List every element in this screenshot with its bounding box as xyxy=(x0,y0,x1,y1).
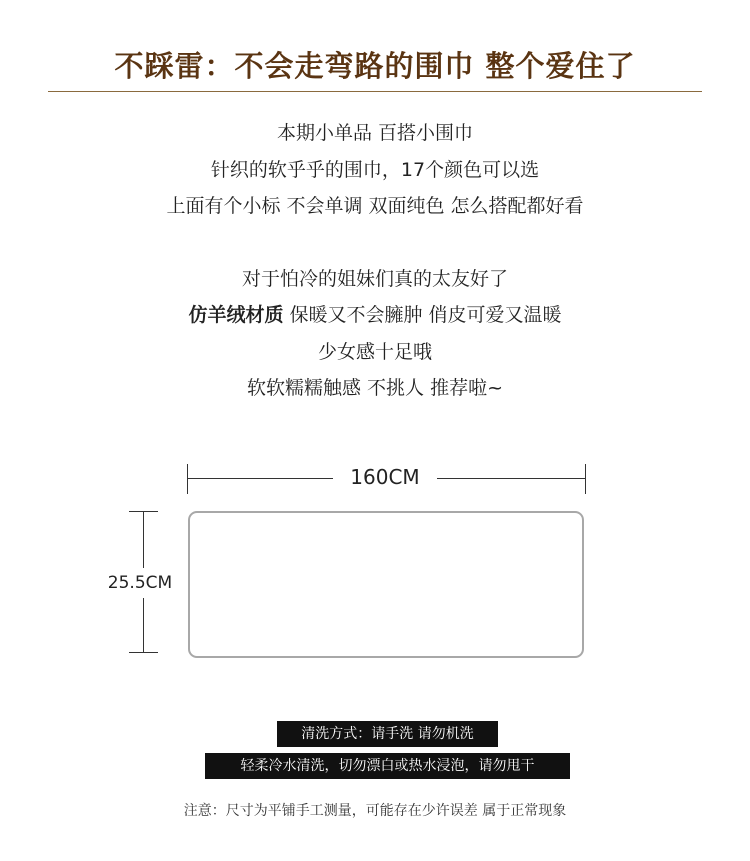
length-label: 160CM xyxy=(333,463,437,491)
width-label: 25.5CM xyxy=(98,568,182,598)
page-title: 不踩雷：不会走弯路的围巾 整个爱住了 xyxy=(114,49,636,83)
length-right-tick xyxy=(585,464,586,494)
width-bottom-tick xyxy=(129,652,158,653)
care-method-badge: 清洗方式：请手洗 请勿机洗 xyxy=(277,721,498,747)
material-highlight: 仿羊绒材质 xyxy=(188,304,284,326)
length-left-tick xyxy=(187,464,188,494)
desc-line-3: 少女感十足哦 xyxy=(317,341,432,363)
intro-line-3: 上面有个小标 不会单调 双面纯色 怎么搭配都好看 xyxy=(166,195,584,217)
intro-line-1: 本期小单品 百搭小围巾 xyxy=(276,122,474,144)
scarf-outline xyxy=(188,511,584,658)
desc-line-2-rest: 保暖又不会臃肿 俏皮可爱又温暖 xyxy=(283,304,562,326)
title-divider xyxy=(48,91,702,92)
desc-line-1: 对于怕冷的姐妹们真的太友好了 xyxy=(241,268,508,290)
desc-line-2 xyxy=(0,300,750,327)
desc-line-4: 软软糯糯触感 不挑人 推荐啦~ xyxy=(247,377,503,399)
intro-line-2: 针织的软乎乎的围巾，17个颜色可以选 xyxy=(210,159,540,181)
measurement-note: 注意：尺寸为平铺手工测量，可能存在少许误差 属于正常现象 xyxy=(183,803,567,819)
width-top-tick xyxy=(129,511,158,512)
care-detail-badge: 轻柔冷水清洗，切勿漂白或热水浸泡，请勿甩干 xyxy=(205,753,570,779)
